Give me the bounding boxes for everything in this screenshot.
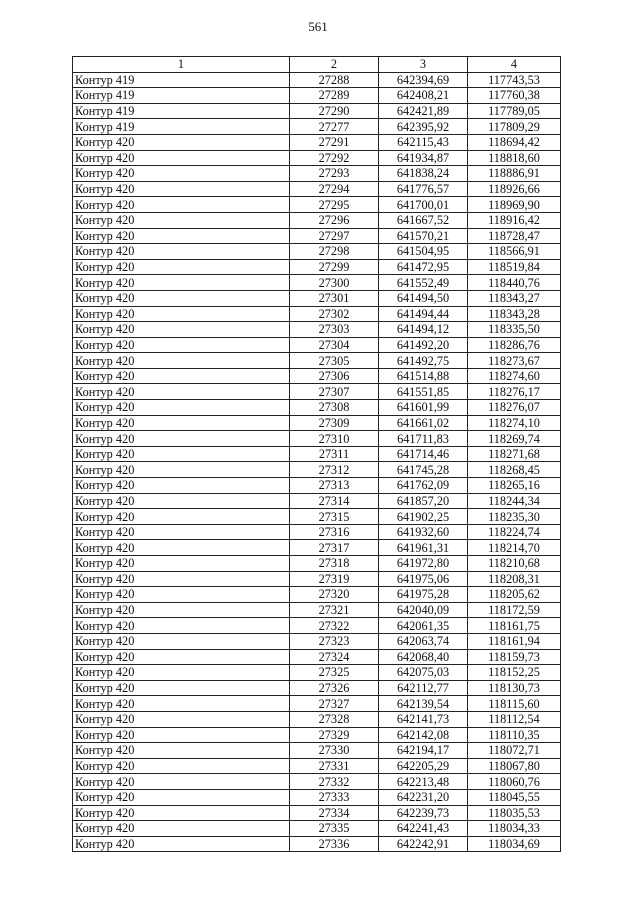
x-coordinate-cell: 642394,69 <box>379 72 468 88</box>
table-row <box>73 633 561 649</box>
table-row <box>73 540 561 556</box>
y-coordinate-cell: 118343,28 <box>468 306 561 322</box>
y-coordinate-cell: 118214,70 <box>468 540 561 556</box>
x-coordinate-cell: 642213,48 <box>379 774 468 790</box>
contour-name-cell: Контур 420 <box>73 633 290 649</box>
table-row <box>73 618 561 634</box>
contour-name-cell: Контур 420 <box>73 181 290 197</box>
table-row <box>73 244 561 260</box>
point-number-cell: 27302 <box>290 306 379 322</box>
contour-name-cell: Контур 420 <box>73 197 290 213</box>
point-number-cell: 27315 <box>290 509 379 525</box>
table-row <box>73 290 561 306</box>
x-coordinate-cell: 642040,09 <box>379 602 468 618</box>
table-row <box>73 259 561 275</box>
contour-name-cell: Контур 420 <box>73 400 290 416</box>
table-row <box>73 212 561 228</box>
point-number-cell: 27297 <box>290 228 379 244</box>
x-coordinate-cell: 642395,92 <box>379 119 468 135</box>
y-coordinate-cell: 118208,31 <box>468 571 561 587</box>
y-coordinate-cell: 118694,42 <box>468 134 561 150</box>
x-coordinate-cell: 642063,74 <box>379 633 468 649</box>
contour-name-cell: Контур 420 <box>73 540 290 556</box>
contour-name-cell: Контур 420 <box>73 665 290 681</box>
x-coordinate-cell: 641776,57 <box>379 181 468 197</box>
x-coordinate-cell: 641667,52 <box>379 212 468 228</box>
x-coordinate-cell: 641975,28 <box>379 587 468 603</box>
point-number-cell: 27323 <box>290 633 379 649</box>
x-coordinate-cell: 641934,87 <box>379 150 468 166</box>
table-row <box>73 384 561 400</box>
contour-name-cell: Контур 419 <box>73 72 290 88</box>
column-header-2: 2 <box>290 57 379 73</box>
y-coordinate-cell: 118067,80 <box>468 758 561 774</box>
point-number-cell: 27277 <box>290 119 379 135</box>
point-number-cell: 27328 <box>290 711 379 727</box>
x-coordinate-cell: 641494,12 <box>379 322 468 338</box>
point-number-cell: 27290 <box>290 103 379 119</box>
x-coordinate-cell: 642231,20 <box>379 789 468 805</box>
y-coordinate-cell: 118818,60 <box>468 150 561 166</box>
point-number-cell: 27292 <box>290 150 379 166</box>
table-row <box>73 181 561 197</box>
y-coordinate-cell: 118268,45 <box>468 462 561 478</box>
contour-name-cell: Контур 420 <box>73 166 290 182</box>
page-number: 561 <box>308 19 328 34</box>
y-coordinate-cell: 118343,27 <box>468 290 561 306</box>
table-row <box>73 166 561 182</box>
y-coordinate-cell: 118274,60 <box>468 368 561 384</box>
x-coordinate-cell: 642141,73 <box>379 711 468 727</box>
contour-name-cell: Контур 420 <box>73 727 290 743</box>
table-row <box>73 228 561 244</box>
contour-name-cell: Контур 420 <box>73 602 290 618</box>
contour-name-cell: Контур 420 <box>73 462 290 478</box>
contour-name-cell: Контур 420 <box>73 805 290 821</box>
y-coordinate-cell: 118110,35 <box>468 727 561 743</box>
contour-name-cell: Контур 419 <box>73 103 290 119</box>
point-number-cell: 27303 <box>290 322 379 338</box>
x-coordinate-cell: 641514,88 <box>379 368 468 384</box>
table-row <box>73 415 561 431</box>
x-coordinate-cell: 642061,35 <box>379 618 468 634</box>
y-coordinate-cell: 118335,50 <box>468 322 561 338</box>
point-number-cell: 27320 <box>290 587 379 603</box>
x-coordinate-cell: 641504,95 <box>379 244 468 260</box>
table-row <box>73 696 561 712</box>
table-row <box>73 150 561 166</box>
contour-name-cell: Контур 420 <box>73 322 290 338</box>
point-number-cell: 27321 <box>290 602 379 618</box>
x-coordinate-cell: 642408,21 <box>379 88 468 104</box>
table-row <box>73 493 561 509</box>
point-number-cell: 27312 <box>290 462 379 478</box>
point-number-cell: 27298 <box>290 244 379 260</box>
y-coordinate-cell: 118161,75 <box>468 618 561 634</box>
x-coordinate-cell: 641902,25 <box>379 509 468 525</box>
contour-name-cell: Контур 420 <box>73 758 290 774</box>
column-header-1: 1 <box>73 57 290 73</box>
point-number-cell: 27299 <box>290 259 379 275</box>
point-number-cell: 27304 <box>290 337 379 353</box>
x-coordinate-cell: 642205,29 <box>379 758 468 774</box>
x-coordinate-cell: 641972,80 <box>379 556 468 572</box>
point-number-cell: 27335 <box>290 821 379 837</box>
x-coordinate-cell: 641601,99 <box>379 400 468 416</box>
point-number-cell: 27332 <box>290 774 379 790</box>
table-row <box>73 789 561 805</box>
x-coordinate-cell: 642242,91 <box>379 836 468 852</box>
contour-name-cell: Контур 420 <box>73 150 290 166</box>
y-coordinate-cell: 118210,68 <box>468 556 561 572</box>
contour-name-cell: Контур 420 <box>73 478 290 494</box>
point-number-cell: 27316 <box>290 524 379 540</box>
table-row <box>73 556 561 572</box>
table-row <box>73 727 561 743</box>
y-coordinate-cell: 118886,91 <box>468 166 561 182</box>
table-body <box>73 72 561 852</box>
table-row <box>73 571 561 587</box>
point-number-cell: 27318 <box>290 556 379 572</box>
contour-name-cell: Контур 420 <box>73 384 290 400</box>
point-number-cell: 27325 <box>290 665 379 681</box>
contour-name-cell: Контур 420 <box>73 696 290 712</box>
point-number-cell: 27295 <box>290 197 379 213</box>
point-number-cell: 27294 <box>290 181 379 197</box>
contour-name-cell: Контур 419 <box>73 88 290 104</box>
point-number-cell: 27291 <box>290 134 379 150</box>
table-row <box>73 88 561 104</box>
table-row <box>73 478 561 494</box>
contour-name-cell: Контур 420 <box>73 228 290 244</box>
table-row <box>73 400 561 416</box>
x-coordinate-cell: 641494,44 <box>379 306 468 322</box>
point-number-cell: 27310 <box>290 431 379 447</box>
point-number-cell: 27322 <box>290 618 379 634</box>
table-row <box>73 524 561 540</box>
y-coordinate-cell: 117743,53 <box>468 72 561 88</box>
table-row <box>73 836 561 852</box>
contour-name-cell: Контур 420 <box>73 649 290 665</box>
y-coordinate-cell: 118276,17 <box>468 384 561 400</box>
table-row <box>73 649 561 665</box>
point-number-cell: 27319 <box>290 571 379 587</box>
x-coordinate-cell: 641762,09 <box>379 478 468 494</box>
y-coordinate-cell: 117789,05 <box>468 103 561 119</box>
x-coordinate-cell: 642112,77 <box>379 680 468 696</box>
table-row <box>73 119 561 135</box>
y-coordinate-cell: 118440,76 <box>468 275 561 291</box>
contour-name-cell: Контур 420 <box>73 618 290 634</box>
contour-name-cell: Контур 419 <box>73 119 290 135</box>
x-coordinate-cell: 641661,02 <box>379 415 468 431</box>
y-coordinate-cell: 118244,34 <box>468 493 561 509</box>
y-coordinate-cell: 118224,74 <box>468 524 561 540</box>
table-row <box>73 368 561 384</box>
contour-name-cell: Контур 420 <box>73 774 290 790</box>
x-coordinate-cell: 641961,31 <box>379 540 468 556</box>
contour-name-cell: Контур 420 <box>73 368 290 384</box>
y-coordinate-cell: 118172,59 <box>468 602 561 618</box>
x-coordinate-cell: 642421,89 <box>379 103 468 119</box>
point-number-cell: 27308 <box>290 400 379 416</box>
y-coordinate-cell: 118115,60 <box>468 696 561 712</box>
table-row <box>73 353 561 369</box>
y-coordinate-cell: 118566,91 <box>468 244 561 260</box>
contour-name-cell: Контур 420 <box>73 353 290 369</box>
y-coordinate-cell: 118112,54 <box>468 711 561 727</box>
y-coordinate-cell: 118034,69 <box>468 836 561 852</box>
x-coordinate-cell: 641711,83 <box>379 431 468 447</box>
column-header-3: 3 <box>379 57 468 73</box>
point-number-cell: 27305 <box>290 353 379 369</box>
x-coordinate-cell: 641745,28 <box>379 462 468 478</box>
contour-name-cell: Контур 420 <box>73 556 290 572</box>
y-coordinate-cell: 118060,76 <box>468 774 561 790</box>
x-coordinate-cell: 642139,54 <box>379 696 468 712</box>
y-coordinate-cell: 118130,73 <box>468 680 561 696</box>
table-row <box>73 805 561 821</box>
column-header-4: 4 <box>468 57 561 73</box>
point-number-cell: 27326 <box>290 680 379 696</box>
table-row <box>73 509 561 525</box>
x-coordinate-cell: 641492,75 <box>379 353 468 369</box>
point-number-cell: 27317 <box>290 540 379 556</box>
table-row <box>73 680 561 696</box>
table-row <box>73 821 561 837</box>
point-number-cell: 27307 <box>290 384 379 400</box>
y-coordinate-cell: 118273,67 <box>468 353 561 369</box>
contour-name-cell: Контур 420 <box>73 571 290 587</box>
contour-name-cell: Контур 420 <box>73 212 290 228</box>
x-coordinate-cell: 642115,43 <box>379 134 468 150</box>
y-coordinate-cell: 118045,55 <box>468 789 561 805</box>
table-row <box>73 602 561 618</box>
point-number-cell: 27311 <box>290 446 379 462</box>
table-row <box>73 743 561 759</box>
table-row <box>73 103 561 119</box>
contour-name-cell: Контур 420 <box>73 587 290 603</box>
table-row <box>73 337 561 353</box>
table-row <box>73 587 561 603</box>
contour-name-cell: Контур 420 <box>73 711 290 727</box>
point-number-cell: 27334 <box>290 805 379 821</box>
point-number-cell: 27288 <box>290 72 379 88</box>
contour-name-cell: Контур 420 <box>73 680 290 696</box>
y-coordinate-cell: 118072,71 <box>468 743 561 759</box>
table-row <box>73 197 561 213</box>
y-coordinate-cell: 118235,30 <box>468 509 561 525</box>
point-number-cell: 27324 <box>290 649 379 665</box>
y-coordinate-cell: 118035,53 <box>468 805 561 821</box>
y-coordinate-cell: 117760,38 <box>468 88 561 104</box>
point-number-cell: 27289 <box>290 88 379 104</box>
contour-name-cell: Контур 420 <box>73 821 290 837</box>
x-coordinate-cell: 641552,49 <box>379 275 468 291</box>
point-number-cell: 27333 <box>290 789 379 805</box>
x-coordinate-cell: 642068,40 <box>379 649 468 665</box>
table-row <box>73 462 561 478</box>
y-coordinate-cell: 118269,74 <box>468 431 561 447</box>
x-coordinate-cell: 641975,06 <box>379 571 468 587</box>
point-number-cell: 27314 <box>290 493 379 509</box>
x-coordinate-cell: 642239,73 <box>379 805 468 821</box>
x-coordinate-cell: 642194,17 <box>379 743 468 759</box>
y-coordinate-cell: 117809,29 <box>468 119 561 135</box>
point-number-cell: 27330 <box>290 743 379 759</box>
contour-name-cell: Контур 420 <box>73 415 290 431</box>
point-number-cell: 27327 <box>290 696 379 712</box>
x-coordinate-cell: 641838,24 <box>379 166 468 182</box>
table-row <box>73 665 561 681</box>
contour-name-cell: Контур 420 <box>73 836 290 852</box>
x-coordinate-cell: 641494,50 <box>379 290 468 306</box>
table-row <box>73 134 561 150</box>
x-coordinate-cell: 641700,01 <box>379 197 468 213</box>
table-row <box>73 275 561 291</box>
table-header-row <box>73 57 561 73</box>
contour-name-cell: Контур 420 <box>73 789 290 805</box>
y-coordinate-cell: 118276,07 <box>468 400 561 416</box>
table-row <box>73 774 561 790</box>
y-coordinate-cell: 118926,66 <box>468 181 561 197</box>
table-row <box>73 711 561 727</box>
table-row <box>73 306 561 322</box>
x-coordinate-cell: 641551,85 <box>379 384 468 400</box>
y-coordinate-cell: 118034,33 <box>468 821 561 837</box>
point-number-cell: 27329 <box>290 727 379 743</box>
y-coordinate-cell: 118265,16 <box>468 478 561 494</box>
contour-name-cell: Контур 420 <box>73 431 290 447</box>
y-coordinate-cell: 118205,62 <box>468 587 561 603</box>
contour-name-cell: Контур 420 <box>73 306 290 322</box>
contour-name-cell: Контур 420 <box>73 509 290 525</box>
y-coordinate-cell: 118274,10 <box>468 415 561 431</box>
contour-name-cell: Контур 420 <box>73 244 290 260</box>
y-coordinate-cell: 118728,47 <box>468 228 561 244</box>
contour-name-cell: Контур 420 <box>73 337 290 353</box>
table-row <box>73 72 561 88</box>
coordinates-table <box>72 56 561 852</box>
contour-name-cell: Контур 420 <box>73 134 290 150</box>
contour-name-cell: Контур 420 <box>73 259 290 275</box>
y-coordinate-cell: 118161,94 <box>468 633 561 649</box>
contour-name-cell: Контур 420 <box>73 524 290 540</box>
point-number-cell: 27306 <box>290 368 379 384</box>
contour-name-cell: Контур 420 <box>73 446 290 462</box>
contour-name-cell: Контур 420 <box>73 275 290 291</box>
y-coordinate-cell: 118271,68 <box>468 446 561 462</box>
y-coordinate-cell: 118159,73 <box>468 649 561 665</box>
point-number-cell: 27296 <box>290 212 379 228</box>
x-coordinate-cell: 641714,46 <box>379 446 468 462</box>
table-row <box>73 431 561 447</box>
point-number-cell: 27300 <box>290 275 379 291</box>
x-coordinate-cell: 641472,95 <box>379 259 468 275</box>
x-coordinate-cell: 641857,20 <box>379 493 468 509</box>
table-row <box>73 758 561 774</box>
point-number-cell: 27331 <box>290 758 379 774</box>
x-coordinate-cell: 642241,43 <box>379 821 468 837</box>
point-number-cell: 27313 <box>290 478 379 494</box>
x-coordinate-cell: 641570,21 <box>379 228 468 244</box>
contour-name-cell: Контур 420 <box>73 743 290 759</box>
y-coordinate-cell: 118969,90 <box>468 197 561 213</box>
x-coordinate-cell: 642075,03 <box>379 665 468 681</box>
y-coordinate-cell: 118286,76 <box>468 337 561 353</box>
x-coordinate-cell: 642142,08 <box>379 727 468 743</box>
x-coordinate-cell: 641492,20 <box>379 337 468 353</box>
contour-name-cell: Контур 420 <box>73 290 290 306</box>
point-number-cell: 27293 <box>290 166 379 182</box>
contour-name-cell: Контур 420 <box>73 493 290 509</box>
y-coordinate-cell: 118519,84 <box>468 259 561 275</box>
point-number-cell: 27301 <box>290 290 379 306</box>
point-number-cell: 27309 <box>290 415 379 431</box>
y-coordinate-cell: 118916,42 <box>468 212 561 228</box>
table-row <box>73 322 561 338</box>
x-coordinate-cell: 641932,60 <box>379 524 468 540</box>
point-number-cell: 27336 <box>290 836 379 852</box>
table-row <box>73 446 561 462</box>
y-coordinate-cell: 118152,25 <box>468 665 561 681</box>
